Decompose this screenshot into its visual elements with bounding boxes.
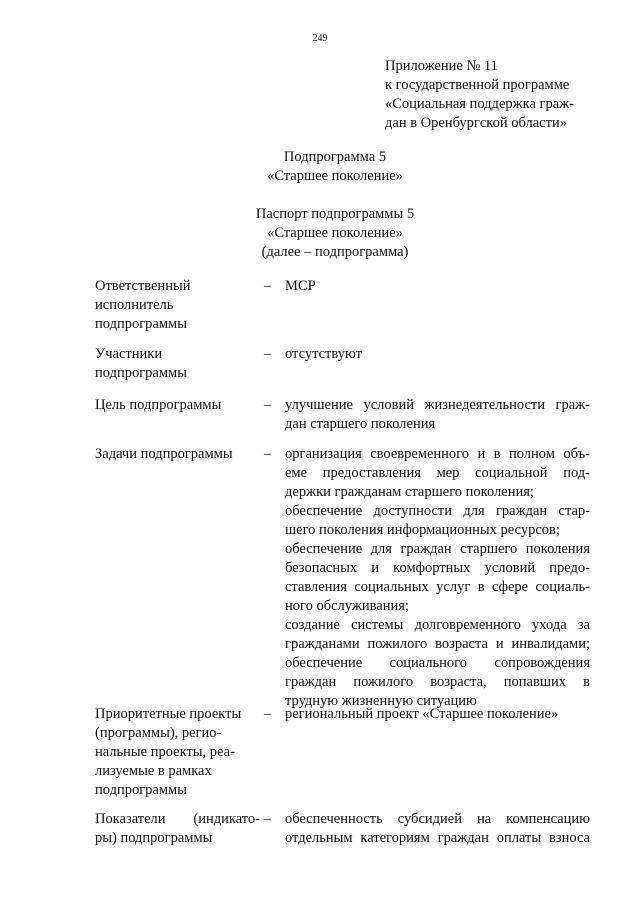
row-label-goal (95, 396, 260, 415)
row-dash: – (264, 811, 272, 827)
value-line: шего поколения информационных ресурсов; (285, 522, 560, 538)
label-line: подпрограммы (95, 782, 187, 798)
label-line: (программы), регио- (95, 725, 222, 741)
row-label-responsible (95, 277, 260, 334)
passport-title-line: «Старшее поколение» (267, 225, 403, 241)
value-line: МСР (285, 278, 316, 294)
appendix-block (385, 57, 625, 133)
row-dash: – (264, 346, 272, 362)
appendix-line: дан в Оренбургской области» (385, 115, 567, 131)
value-line: обеспеченность субсидией на компенсацию (285, 811, 590, 827)
row-value-projects (285, 705, 590, 724)
label-line: ры) подпрограммы (95, 830, 213, 846)
appendix-line: «Социальная поддержка граж- (385, 96, 575, 112)
appendix-line: к государственной программе (385, 77, 570, 93)
label-line: нальные проекты, реа- (95, 744, 235, 760)
label-line: исполнитель (95, 297, 174, 313)
row-dash: – (264, 278, 272, 294)
row-label-indicators (95, 810, 260, 848)
subprogram-title-line: Подпрограмма 5 (283, 149, 387, 165)
value-line: безопасных и комфортных условий предо- (285, 560, 590, 576)
value-line: создание системы долговременного ухода за (285, 617, 590, 633)
row-label-tasks (95, 445, 260, 464)
value-line: еме предоставления мер социальной под- (285, 465, 590, 481)
page-number: 249 (312, 33, 328, 44)
label-line: Ответственный (95, 278, 191, 294)
value-line: отдельным категориям граждан оплаты взноса (285, 830, 590, 846)
label-line: подпрограммы (95, 316, 187, 332)
row-value-goal (285, 396, 590, 434)
row-label-projects (95, 705, 260, 800)
value-line: трудную жизненную ситуацию (285, 693, 477, 709)
label-line: Показатели (индикато- (95, 811, 260, 827)
value-line: дан старшего поколения (285, 416, 436, 432)
subprogram-title-line: «Старшее поколение» (267, 168, 403, 184)
value-line: обеспечение для граждан старшего поколения (285, 541, 590, 557)
value-line: ного обслуживания; (285, 598, 409, 614)
row-label-participants (95, 345, 260, 383)
row-value-responsible (285, 277, 590, 296)
label-line: Цель подпрограммы (95, 397, 222, 413)
passport-title-line: Паспорт подпрограммы 5 (255, 206, 415, 222)
value-line: улучшение условий жизнедеятельности граж- (285, 397, 590, 413)
value-line: обеспечение социального сопровождения (285, 655, 590, 671)
value-line: обеспечение доступности для граждан стар- (285, 503, 590, 519)
value-line: ставления социальных услуг в сфере социаль- (285, 579, 590, 595)
row-dash: – (264, 706, 272, 722)
row-dash: – (264, 397, 272, 413)
label-line: Приоритетные проекты (95, 706, 242, 722)
label-line: Участники (95, 346, 163, 362)
subprogram-title (0, 148, 640, 186)
value-line: организация своевременного и в полном объ- (285, 446, 590, 462)
row-value-indicators (285, 810, 590, 848)
value-line: отсутствуют (285, 346, 362, 362)
row-value-tasks (285, 445, 590, 711)
value-line: гражданами пожилого возраста и инвалидами; (285, 636, 590, 652)
passport-title-line: (далее – подпрограмма) (261, 244, 409, 260)
passport-title (0, 205, 640, 262)
value-line: граждан пожилого возраста, попавших в (285, 674, 590, 690)
row-value-participants (285, 345, 590, 364)
row-dash: – (264, 446, 272, 462)
label-line: лизуемые в рамках (95, 763, 212, 779)
value-line: региональный проект «Старшее поколение» (285, 706, 559, 722)
value-line: держки гражданам старшего поколения; (285, 484, 534, 500)
appendix-line: Приложение № 11 (385, 58, 498, 74)
label-line: подпрограммы (95, 365, 187, 381)
label-line: Задачи подпрограммы (95, 446, 233, 462)
